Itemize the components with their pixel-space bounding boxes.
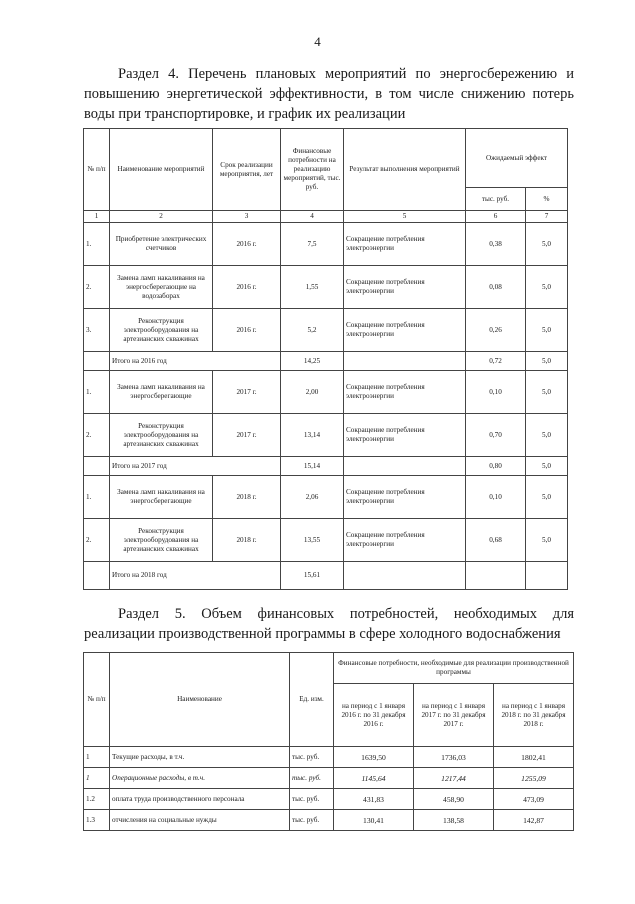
- cell-name: Замена ламп накаливания на энергосберегающие: [110, 476, 213, 519]
- col-number: 2: [110, 211, 213, 223]
- cell-term: 2016 г.: [213, 309, 281, 352]
- cell-value-2016: 1145,64: [334, 768, 414, 789]
- cell-result: [344, 562, 466, 590]
- table-row: [84, 768, 574, 789]
- col-number: 1: [84, 211, 110, 223]
- cell-term: 2018 г.: [213, 519, 281, 562]
- header-effect: Ожидаемый эффект: [466, 129, 568, 188]
- cell-result: Сокращение потребления электроэнергии: [344, 223, 466, 266]
- cell-num: [84, 562, 110, 590]
- table-row: [84, 810, 574, 831]
- cell-value-2017: 138,58: [414, 810, 494, 831]
- cell-value-2018: 142,87: [494, 810, 574, 831]
- cell-term: 2017 г.: [213, 414, 281, 457]
- col-number: 3: [213, 211, 281, 223]
- header-name: Наименование мероприятий: [110, 129, 213, 211]
- table-row: [84, 789, 574, 810]
- cell-num: 1: [84, 747, 110, 768]
- header-finance: Финансовые потребности на реализацию мероприятий, тыс. руб.: [281, 129, 344, 211]
- cell-num: 1.: [84, 476, 110, 519]
- table-row: [84, 519, 568, 562]
- cell-name: Реконструкция электрооборудования на артезианских скважинах: [110, 309, 213, 352]
- cell-value-2016: 1639,50: [334, 747, 414, 768]
- cell-finance: 15,14: [281, 457, 344, 476]
- header-period-2018: на период с 1 января 2018 г. по 31 декабря 2018 г.: [494, 684, 574, 747]
- col-number: 7: [526, 211, 568, 223]
- cell-name: Замена ламп накаливания на энергосберегающие: [110, 371, 213, 414]
- table-row-total: [84, 457, 568, 476]
- cell-effect-rub: 0,72: [466, 352, 526, 371]
- cell-effect-rub: 0,08: [466, 266, 526, 309]
- cell-finance: 1,55: [281, 266, 344, 309]
- cell-effect-pct: 5,0: [526, 266, 568, 309]
- cell-effect-pct: [526, 562, 568, 590]
- cell-num: 1.3: [84, 810, 110, 831]
- cell-value-2018: 1255,09: [494, 768, 574, 789]
- cell-effect-rub: 0,10: [466, 371, 526, 414]
- cell-result: Сокращение потребления электроэнергии: [344, 309, 466, 352]
- cell-effect-pct: 5,0: [526, 371, 568, 414]
- cell-effect-rub: 0,70: [466, 414, 526, 457]
- table-row: [84, 747, 574, 768]
- cell-finance: 13,55: [281, 519, 344, 562]
- cell-finance: 5,2: [281, 309, 344, 352]
- table-row-total: [84, 352, 568, 371]
- cell-effect-pct: 5,0: [526, 457, 568, 476]
- cell-num: 1: [84, 768, 110, 789]
- section5-title: Раздел 5. Объем финансовых потребностей, необходимых для реализации производственной программы в сфере холодного водоснабжения: [84, 606, 574, 642]
- cell-term: 2016 г.: [213, 266, 281, 309]
- header-term: Срок реализации мероприятия, лет: [213, 129, 281, 211]
- table-row: [84, 414, 568, 457]
- cell-result: Сокращение потребления электроэнергии: [344, 476, 466, 519]
- cell-num: 1.: [84, 371, 110, 414]
- cell-name: Реконструкция электрооборудования на артезианских скважинах: [110, 414, 213, 457]
- cell-finance: 2,00: [281, 371, 344, 414]
- cell-term: 2018 г.: [213, 476, 281, 519]
- header-period-2017: на период с 1 января 2017 г. по 31 декабря 2017 г.: [414, 684, 494, 747]
- table-row: [84, 223, 568, 266]
- col-number: 6: [466, 211, 526, 223]
- cell-name: Замена ламп накаливания на энергосберегающие на водозаборах: [110, 266, 213, 309]
- col-number: 5: [344, 211, 466, 223]
- section4-title: Раздел 4. Перечень плановых мероприятий по энергосбережению и повышению энергетической эффективности, в том числе снижению потерь воды при транспортировке, и график их реализации: [84, 66, 574, 122]
- cell-unit: тыс. руб.: [290, 810, 334, 831]
- cell-unit: тыс. руб.: [290, 768, 334, 789]
- page-number: 4: [314, 34, 321, 49]
- cell-num: 2.: [84, 266, 110, 309]
- header-finance-group: Финансовые потребности, необходимые для реализации производственной программы: [334, 653, 574, 684]
- cell-num: 3.: [84, 309, 110, 352]
- cell-effect-rub: 0,10: [466, 476, 526, 519]
- cell-value-2018: 473,09: [494, 789, 574, 810]
- header-num: № п/п: [84, 129, 110, 211]
- section5-table: [83, 652, 574, 831]
- cell-result: Сокращение потребления электроэнергии: [344, 414, 466, 457]
- col-number: 4: [281, 211, 344, 223]
- cell-finance: 7,5: [281, 223, 344, 266]
- cell-result: [344, 352, 466, 371]
- cell-effect-rub: 0,68: [466, 519, 526, 562]
- cell-effect-pct: 5,0: [526, 414, 568, 457]
- section4-table: [83, 128, 568, 590]
- header-name: Наименование: [110, 653, 290, 747]
- cell-value-2017: 1217,44: [414, 768, 494, 789]
- table-row: [84, 476, 568, 519]
- cell-unit: тыс. руб.: [290, 747, 334, 768]
- cell-value-2016: 130,41: [334, 810, 414, 831]
- cell-result: [344, 457, 466, 476]
- cell-finance: 2,06: [281, 476, 344, 519]
- header-period-2016: на период с 1 января 2016 г. по 31 декабря 2016 г.: [334, 684, 414, 747]
- cell-finance: 15,61: [281, 562, 344, 590]
- table-row-total: [84, 562, 568, 590]
- cell-effect-rub: 0,26: [466, 309, 526, 352]
- cell-value-2016: 431,83: [334, 789, 414, 810]
- cell-num: [84, 352, 110, 371]
- cell-effect-pct: 5,0: [526, 309, 568, 352]
- cell-name: оплата труда производственного персонала: [110, 789, 290, 810]
- cell-finance: 13,14: [281, 414, 344, 457]
- cell-term: 2017 г.: [213, 371, 281, 414]
- cell-effect-pct: 5,0: [526, 519, 568, 562]
- header-effect-pct: %: [526, 188, 568, 211]
- cell-total-label: Итого на 2018 год: [110, 562, 281, 590]
- cell-effect-rub: [466, 562, 526, 590]
- cell-result: Сокращение потребления электроэнергии: [344, 371, 466, 414]
- header-num: № п/п: [84, 653, 110, 747]
- cell-effect-pct: 5,0: [526, 352, 568, 371]
- cell-effect-rub: 0,80: [466, 457, 526, 476]
- cell-value-2017: 458,90: [414, 789, 494, 810]
- header-unit: Ед. изм.: [290, 653, 334, 747]
- cell-name: Текущие расходы, в т.ч.: [110, 747, 290, 768]
- cell-effect-pct: 5,0: [526, 476, 568, 519]
- cell-finance: 14,25: [281, 352, 344, 371]
- cell-effect-pct: 5,0: [526, 223, 568, 266]
- cell-name: Приобретение электрических счетчиков: [110, 223, 213, 266]
- header-result: Результат выполнения мероприятий: [344, 129, 466, 211]
- table-row: [84, 309, 568, 352]
- header-effect-rub: тыс. руб.: [466, 188, 526, 211]
- cell-unit: тыс. руб.: [290, 789, 334, 810]
- table-row: [84, 266, 568, 309]
- cell-num: 1.2: [84, 789, 110, 810]
- cell-name: Операционные расходы, в т.ч.: [110, 768, 290, 789]
- cell-num: 2.: [84, 519, 110, 562]
- cell-total-label: Итого на 2017 год: [110, 457, 281, 476]
- cell-total-label: Итого на 2016 год: [110, 352, 281, 371]
- cell-name: отчисления на социальные нужды: [110, 810, 290, 831]
- cell-result: Сокращение потребления электроэнергии: [344, 266, 466, 309]
- cell-num: 2.: [84, 414, 110, 457]
- cell-effect-rub: 0,38: [466, 223, 526, 266]
- cell-value-2018: 1802,41: [494, 747, 574, 768]
- cell-name: Реконструкция электрооборудования на артезианских скважинах: [110, 519, 213, 562]
- cell-term: 2016 г.: [213, 223, 281, 266]
- cell-num: 1.: [84, 223, 110, 266]
- cell-num: [84, 457, 110, 476]
- cell-value-2017: 1736,03: [414, 747, 494, 768]
- cell-result: Сокращение потребления электроэнергии: [344, 519, 466, 562]
- table-row: [84, 371, 568, 414]
